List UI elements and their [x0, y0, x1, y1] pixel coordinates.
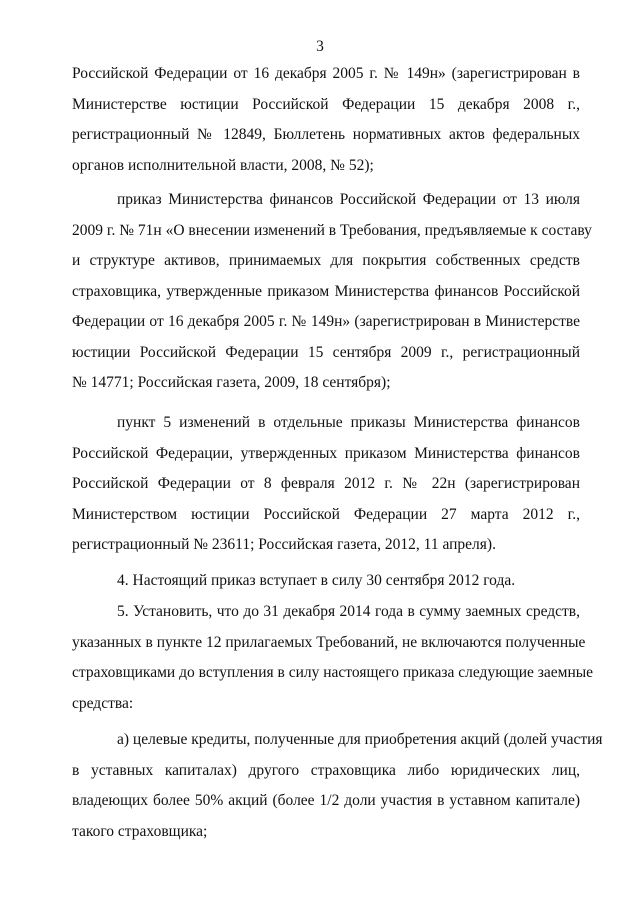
- text-line: приказ Министерства финансов Российской Федерации от 13 июля: [117, 191, 580, 208]
- text-line: 5. Установить, что до 31 декабря 2014 года в сумму заемных средств,: [117, 603, 580, 620]
- text-line: органов исполнительной власти, 2008, № 52);: [72, 156, 374, 174]
- text-line: Федерации от 16 декабря 2005 г. № 149н» (зарегистрирован в Министерстве: [72, 313, 580, 330]
- text-line: 2009 г. № 71н «О внесении изменений в Требования, предъявляемые к составу: [72, 221, 592, 239]
- text-line: страховщиками до вступления в силу настоящего приказа следующие заемные: [72, 664, 594, 681]
- text-line: № 14771; Российская газета, 2009, 18 сентября);: [72, 374, 391, 391]
- paragraph-item-5: [72, 597, 594, 719]
- text-line: а) целевые кредиты, полученные для приобретения акций (долей участия: [117, 731, 603, 748]
- paragraph-order-71n: [72, 185, 592, 399]
- text-line: регистрационный № 12849, Бюллетень нормативных актов федеральных: [72, 126, 580, 143]
- text-line: юстиции Российской Федерации 15 сентября 2009 г., регистрационный: [72, 343, 580, 361]
- text-line: средства:: [72, 694, 134, 712]
- text-line: такого страховщика;: [72, 822, 208, 840]
- page-number: 3: [316, 38, 324, 55]
- text-line: регистрационный № 23611; Российская газета, 2012, 11 апреля).: [72, 536, 496, 553]
- text-line: 4. Настоящий приказ вступает в силу 30 сентября 2012 года.: [117, 572, 516, 589]
- paragraph-continuation: [72, 59, 580, 181]
- text-line: Российской Федерации от 8 февраля 2012 г. № 22н (зарегистрирован: [72, 475, 580, 492]
- text-line: владеющих более 50% акций (более 1/2 доли участия в уставном капитале): [72, 792, 580, 809]
- text-line: указанных в пункте 12 прилагаемых Требований, не включаются полученные: [72, 633, 586, 651]
- text-line: страховщика, утвержденные приказом Министерства финансов Российской: [72, 282, 580, 300]
- text-line: Российской Федерации от 16 декабря 2005 г. № 149н» (зарегистрирован в: [72, 65, 580, 82]
- text-line: Российской Федерации, утвержденных приказом Министерства финансов: [72, 444, 580, 462]
- paragraph-point-5: [72, 408, 580, 561]
- text-line: пункт 5 изменений в отдельные приказы Министерства финансов: [117, 414, 580, 431]
- text-line: Министерством юстиции Российской Федерации 27 марта 2012 г.,: [72, 505, 580, 523]
- text-line: Министерстве юстиции Российской Федерации 15 декабря 2008 г.,: [72, 95, 580, 113]
- text-line: в уставных капиталах) другого страховщика либо юридических лиц,: [72, 761, 580, 779]
- paragraph-item-4: [72, 566, 580, 597]
- text-line: и структуре активов, принимаемых для покрытия собственных средств: [72, 252, 580, 269]
- paragraph-subitem-a: [72, 725, 603, 847]
